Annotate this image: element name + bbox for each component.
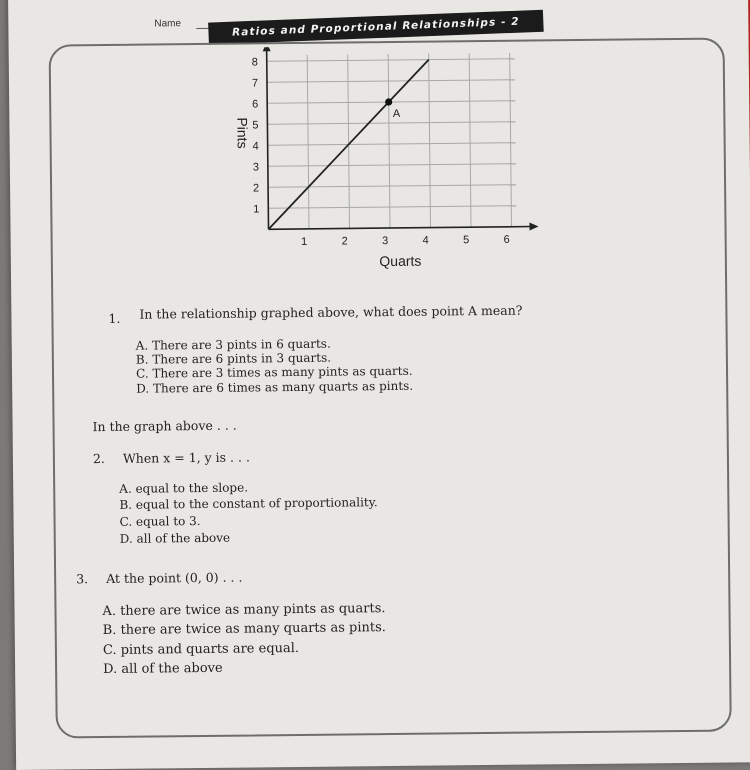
question-2-choice-c: C. equal to 3. [119, 514, 201, 529]
x-tick-label: 4 [422, 234, 429, 247]
grid-line-vertical [388, 54, 390, 228]
series-line [267, 60, 431, 230]
question-2-number: 2. [92, 451, 105, 467]
y-tick-label: 5 [252, 119, 259, 132]
section-intro: In the graph above . . . [92, 417, 237, 435]
grid-line-horizontal [267, 59, 515, 62]
y-tick-label: 2 [252, 182, 260, 195]
y-tick-label: 4 [252, 140, 259, 153]
y-tick-label: 1 [253, 203, 260, 216]
question-1-choice-c: C. There are 3 times as many pints as quarts. [135, 363, 413, 381]
y-tick-label: 6 [252, 98, 259, 111]
y-tick-label: 7 [251, 77, 259, 90]
grid-line-horizontal [268, 143, 516, 146]
question-3-text: At the point (0, 0) . . . [106, 569, 243, 587]
y-tick-label: 3 [252, 161, 259, 174]
x-tick-label: 3 [382, 235, 389, 248]
x-axis-arrow [529, 222, 538, 230]
question-2-choice-d: D. all of the above [119, 530, 231, 546]
question-2-choice-a: A. equal to the slope. [119, 480, 249, 496]
x-tick-label: 6 [503, 233, 510, 246]
question-3-choice-d: D. all of the above [103, 660, 223, 678]
question-1-choice-a: A. There are 3 pints in 6 quarts. [135, 336, 331, 353]
question-3-choice-b: B. there are twice as many quarts as pints. [102, 620, 386, 639]
question-3-number: 3. [76, 571, 89, 587]
name-label: Name [154, 18, 182, 30]
x-axis-label: Quarts [379, 252, 422, 270]
point-a-label: A [392, 107, 401, 120]
question-2-text: When x = 1, y is . . . [122, 449, 250, 466]
y-tick-label: 8 [251, 56, 258, 69]
question-2-choice-b: B. equal to the constant of proportionality. [119, 495, 378, 512]
page-title: Ratios and Proportional Relationships - 2 [208, 10, 544, 45]
pints-quarts-graph [219, 44, 551, 277]
question-3-choice-a: A. there are twice as many pints as quarts. [102, 601, 386, 620]
grid-line-horizontal [267, 122, 515, 125]
y-axis [267, 47, 269, 229]
grid-line-vertical [429, 54, 431, 228]
grid-line-horizontal [268, 164, 516, 167]
x-tick-label: 2 [341, 235, 348, 248]
grid-line-horizontal [267, 80, 515, 83]
worksheet-page [8, 0, 750, 770]
y-axis-label: Pints [234, 117, 251, 149]
x-tick-label: 1 [301, 235, 308, 248]
grid-line-vertical [510, 53, 512, 227]
question-3-choice-c: C. pints and quarts are equal. [102, 640, 300, 659]
x-tick-label: 5 [463, 234, 470, 247]
question-1-text: In the relationship graphed above, what does point A mean? [139, 302, 523, 322]
grid-line-horizontal [268, 185, 516, 188]
grid-line-vertical [307, 55, 309, 229]
question-1-choice-d: D. There are 6 times as many quarts as pints. [136, 378, 414, 396]
grid-line-vertical [469, 53, 471, 227]
question-1-choice-b: B. There are 6 pints in 3 quarts. [135, 350, 332, 367]
question-1-number: 1. [108, 310, 121, 326]
grid-line-horizontal [268, 206, 516, 209]
grid-line-vertical [348, 54, 350, 228]
x-axis [269, 227, 534, 230]
